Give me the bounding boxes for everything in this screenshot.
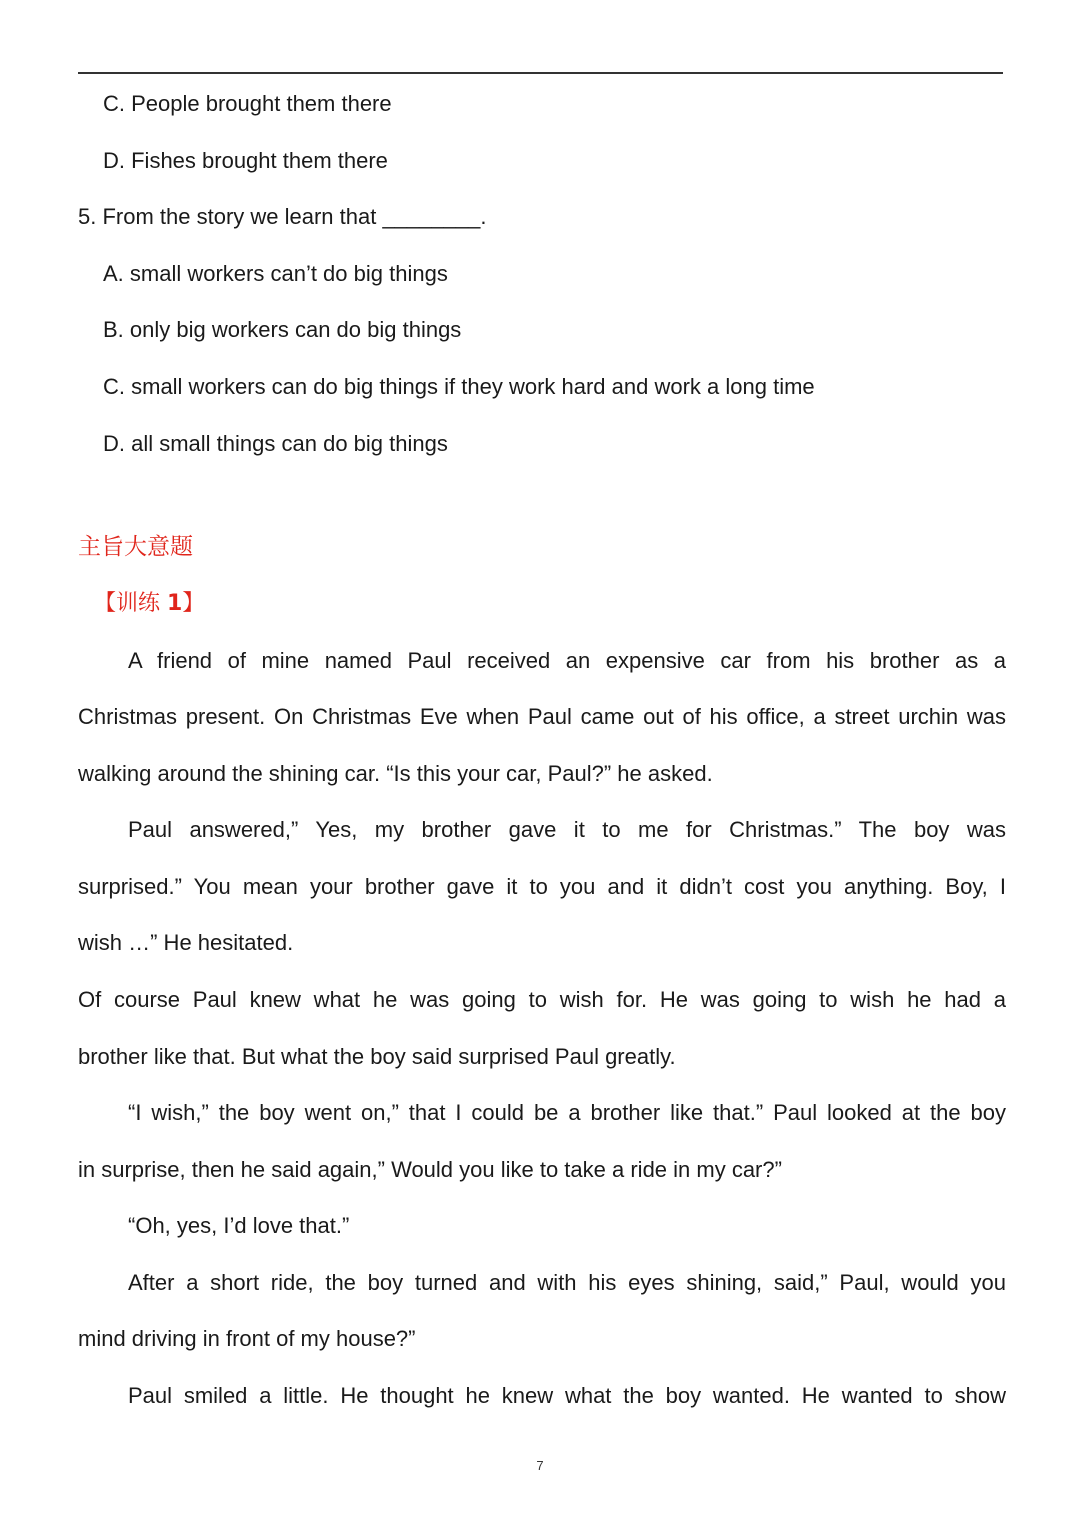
question-4-option-d: D. Fishes brought them there — [103, 148, 388, 173]
passage-line: Of course Paul knew what he was going to wish for. He was going to wish he had a — [78, 987, 1006, 1012]
page-number: 7 — [536, 1458, 544, 1473]
question-5-option-b: B. only big workers can do big things — [103, 317, 462, 342]
passage-line: walking around the shining car. “Is this your car, Paul?” he asked. — [78, 761, 713, 786]
passage-line: A friend of mine named Paul received an expensive car from his brother as a — [128, 648, 1006, 673]
question-5-option-c: C. small workers can do big things if they work hard and work a long time — [103, 374, 815, 399]
drill-title-number: 1 — [167, 591, 183, 616]
passage-line: brother like that. But what the boy said surprised Paul greatly. — [78, 1044, 676, 1069]
passage-line: surprised.” You mean your brother gave it to you and it didn’t cost you anything. Boy, I — [78, 874, 1006, 899]
passage-line: wish …” He hesitated. — [78, 930, 294, 955]
drill-title — [94, 589, 204, 619]
passage-line: in surprise, then he said again,” Would you like to take a ride in my car?” — [78, 1157, 782, 1182]
drill-title-close: 】 — [182, 591, 205, 616]
passage-line: Paul smiled a little. He thought he knew what the boy wanted. He wanted to show — [128, 1383, 1006, 1408]
header-rule — [78, 72, 1003, 74]
question-5-option-d: D. all small things can do big things — [103, 431, 448, 456]
question-5-stem: 5. From the story we learn that ________. — [78, 204, 487, 229]
drill-title-open: 【训练 — [94, 591, 167, 616]
question-5-option-a: A. small workers can’t do big things — [103, 261, 448, 286]
question-4-option-c: C. People brought them there — [103, 91, 392, 116]
passage-line: Christmas present. On Christmas Eve when Paul came out of his office, a street urchin was — [78, 704, 1006, 729]
passage-line: “Oh, yes, I’d love that.” — [128, 1213, 350, 1238]
passage-line: After a short ride, the boy turned and with his eyes shining, said,” Paul, would you — [128, 1270, 1006, 1295]
section-title: 主旨大意题 — [78, 534, 193, 560]
passage-line: mind driving in front of my house?” — [78, 1326, 416, 1351]
passage-line: Paul answered,” Yes, my brother gave it to me for Christmas.” The boy was — [128, 817, 1006, 842]
passage-line: “I wish,” the boy went on,” that I could be a brother like that.” Paul looked at the boy — [128, 1100, 1006, 1125]
